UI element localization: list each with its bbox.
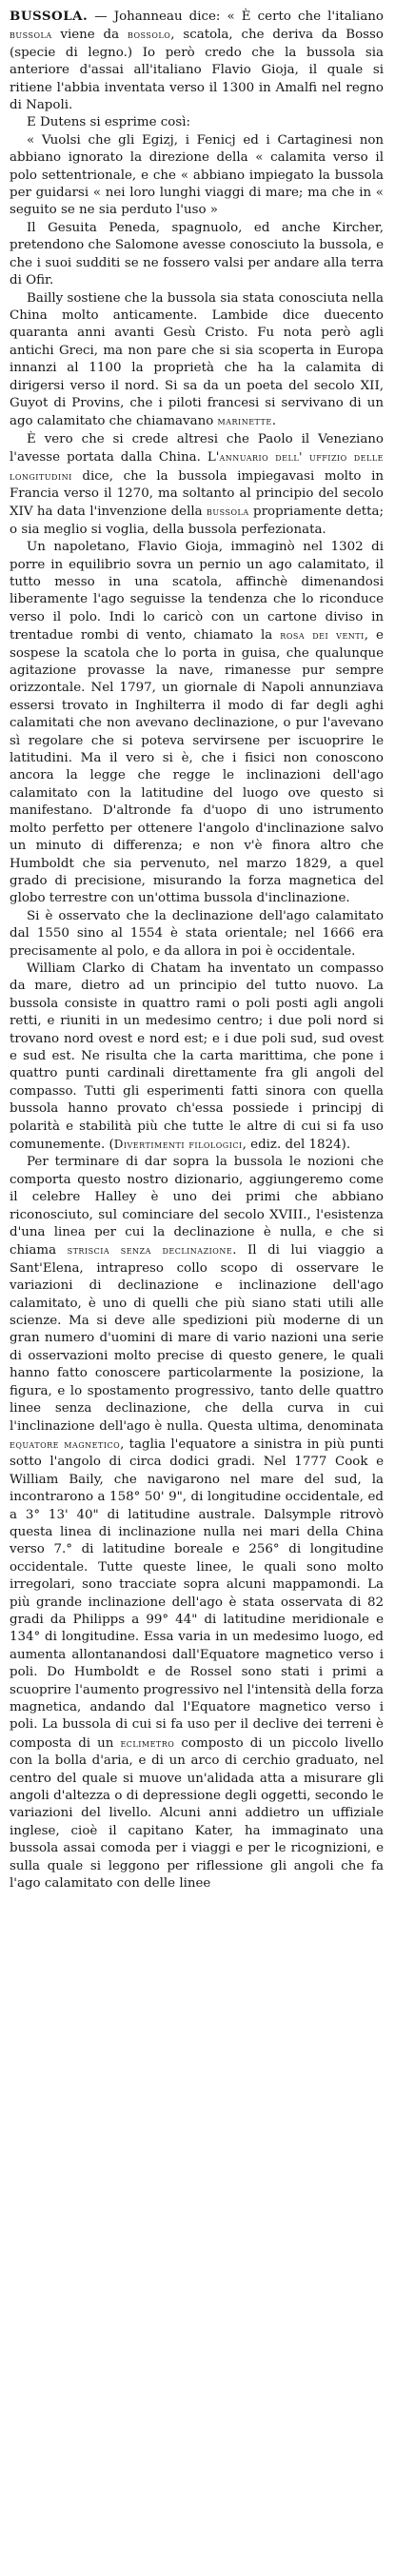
article-paragraph	[10, 1154, 384, 1892]
text-run: Bailly sostiene che la bussola sia stata conosciuta nella China molto anticamente. Lambide dice duecento quaranta anni avanti Gesù Cristo. Fu nota però agli antichi Greci, ma non pare che si sia scoperta in Europa innanzi al 1100 la proprietà che ha la calamita di dirigersi verso il nord. Si sa da un poeta del secolo XII, Guyot di Provins, che i piloti francesi si servivano di un ago calamitato che chiamavano	[10, 290, 384, 429]
text-run: William Clarko di Chatam ha inventato un compasso da mare, dietro ad un principio del tutto nuovo. La bussola consiste in quattro rami o poli posti agli angoli retti, e riuniti in un medesimo centro; i due poli nord si trovano nord ovest e nord est; e i due poli sud, sud ovest e sud est. Ne risulta che la carta marittima, che pone i quattro punti cardinali direttamente fra gli angoli del compasso. Tutti gli esperimenti fatti sinora con quella bussola hanno provato ch'essa possiede i principj di polarità e stabilità più che tutte le altre di cui si fa uso comunemente. (	[10, 961, 384, 1152]
text-run: dice, che la bussola impiegavasi molto in Francia verso il 1270, ma soltanto al principio del secolo XIV ha data l'invenzione della	[10, 468, 384, 520]
headword: BUSSOLA.	[10, 9, 89, 24]
small-caps-term: rosa dei venti	[280, 628, 365, 643]
article-paragraph	[10, 114, 384, 131]
article-paragraph	[10, 431, 384, 539]
small-caps-term: eclimetro	[120, 1735, 175, 1750]
small-caps-term: bussola	[207, 505, 249, 519]
text-run: « Vuolsi che gli Egizj, i Fenicj ed i Cartaginesi non abbiano ignorato la direzione della « calamita verso il polo settentrionale, e che « abbiano impiegato la bussola per guidarsi « nei loro lunghi viaggi di mare; ma che in « seguito se ne sia perduto l'uso »	[10, 132, 384, 218]
article-paragraph	[10, 539, 384, 908]
text-run: È vero che si crede altresi che Paolo il Veneziano l'avesse portata dalla China. L'	[10, 431, 384, 466]
small-caps-term: annuario dell' uffizio delle longitudini	[10, 450, 384, 483]
text-run: viene da	[51, 28, 128, 43]
text-run: , e sospese la scatola che lo porta in guisa, che qualunque agitazione provasse la nave, rimanesse pur sempre orizzontale. Nel 1797, un giornale di Napoli annunziava essersi trovato in Inghilterra il modo di far degli aghi calamitati che non avevano declinazione, o pur l'avevano sì regolare che si poteva servirsene per iscuoprire le latitudini. Ma il vero si è, che i fisici non conoscono ancora la legge che regge le inclinazioni dell'ago calamitato con la latitudine del luogo ove questo si manifestano. D'altronde fa d'uopo di uno istrumento molto perfetto per ottenere l'angolo d'inclinazione salvo un minuto di differenza; e non v'è finora altro che Humboldt che sia pervenuto, nel marzo 1829, a quel grado di precisione, misurando la forza magnetica del globo terrestre con un'ottima bussola d'inclinazione.	[10, 628, 384, 906]
article-paragraph	[10, 290, 384, 431]
small-caps-term: marinette	[217, 414, 272, 428]
text-run: Il Gesuita Peneda, spagnuolo, ed anche Kircher, pretendono che Salomone avesse conosciuto la bussola, e che i suoi sudditi se ne fossero valsi per andare alla terra di Ofir.	[10, 220, 384, 288]
text-run: Si è osservato che la declinazione dell'ago calamitato dal 1550 sino al 1554 è stata orientale; nel 1666 era precisamente al polo, e da allora in poi è occidentale.	[10, 908, 384, 959]
article-paragraph	[10, 961, 384, 1154]
small-caps-term: bussola	[10, 28, 52, 42]
small-caps-term: equatore magnetico	[10, 1437, 121, 1451]
text-run: E Dutens si esprime così:	[27, 115, 191, 130]
small-caps-term: bossolo	[127, 28, 171, 42]
article-paragraph	[10, 132, 384, 220]
article-paragraph	[10, 8, 384, 114]
small-caps-term: Divertimenti filologici	[113, 1138, 243, 1151]
text-run: — Johanneau dice: « È certo che l'italiano	[88, 10, 384, 24]
text-run: Per terminare di dar sopra la bussola le nozioni che comporta questo nostro dizionario, aggiungeremo come il celebre Halley è uno dei primi che abbiano riconosciuto, sul cominciare del secolo XVIII., l'esistenza d'una linea per cui la declinazione è nulla, e che si chiama	[10, 1155, 384, 1258]
text-run: propriamente detta; o sia meglio si voglia, della bussola perfezionata.	[10, 505, 385, 537]
text-run: composto di un piccolo livello con la bolla d'aria, e di un arco di cerchio graduato, nel centro del quale si muove un'alidada atta a misurare gli angoli d'altezza o di depressione degli oggetti, secondo le variazioni del livello. Alcuni anni addietro un uffiziale inglese, cioè il capitano Kater, ha immaginato una bussola assai comoda per i viaggi e per le ricognizioni, e sulla quale si leggono per riflessione gli angoli che fa l'ago calamitato con delle linee	[10, 1735, 384, 1892]
text-run: , ediz. del 1824).	[242, 1138, 351, 1152]
text-run: , taglia l'equatore a sinistra in più punti sotto l'angolo di circa dodici gradi. Nel 1777 Cook e William Baily, che navigarono nel mare del sud, la incontrarono a 158° 50' 9", di longitudine occidentale, ed a 3° 13' 40" di latitudine australe. Dalsymple ritrovò questa linea di inclinazione nulla nei mari della China verso 7.° di latitudine boreale e 256° di longitudine occidentale. Tutte queste linee, le quali sono molto irregolari, sono tracciate sopra alcuni mappamondi. La più grande inclinazione dell'ago è stata osservata di 82 gradi da Philipps a 99° 44" di latitudine meridionale e 134° di longitudine. Essa varia in un medesimo luogo, ed aumenta allontanandosi dall'Equatore magnetico verso i poli. Do Humboldt e de Rossel sono stati i primi a scuoprire l'aumento progressivo nel l'intensità della forza magnetica, andando dal l'Equatore magnetico verso i poli. La bussola di cui si fa uso per il declive dei terreni è composta di un	[10, 1437, 384, 1751]
article-paragraph	[10, 220, 384, 290]
article-paragraph	[10, 908, 384, 961]
text-run: Un napoletano, Flavio Gioja, immaginò nel 1302 di porre in equilibrio sovra un pernio un ago calamitato, il tutto messo in una scatola, affinchè dimenandosi liberamente l'ago seguisse la tendenza che lo riconduce verso il polo. Indi lo caricò con un cartone diviso in trentadue rombi di vento, chiamato la	[10, 540, 384, 644]
article-bussola	[10, 8, 384, 1892]
text-run: , scatola, che deriva da Bosso (specie di legno.) Io però credo che la bussola sia anteriore d'assai all'italiano Flavio Gioja, il quale si ritiene l'abbia inventata verso il 1300 in Amalfi nel regno di Napoli.	[10, 28, 384, 113]
text-run: .	[271, 414, 276, 429]
text-run: . Il di lui viaggio a Sant'Elena, intrapreso collo scopo di osservare le variazioni di declinazione e inclinazione dell'ago calamitato, è uno di quelli che più siano stati utili alle scienze. Ma si deve alle spedizioni più moderne di un gran numero d'uomini di mare di vario nazioni una serie di osservazioni molto precise di questo genere, le quali hanno fatto conoscere particolarmente la posizione, la figura, e lo spostamento progressivo, tanto delle quattro linee senza declinazione, che della curva in cui l'inclinazione dell'ago è nulla. Questa ultima, denominata	[10, 1243, 384, 1434]
small-caps-term: striscia senza declinazione	[67, 1243, 233, 1258]
